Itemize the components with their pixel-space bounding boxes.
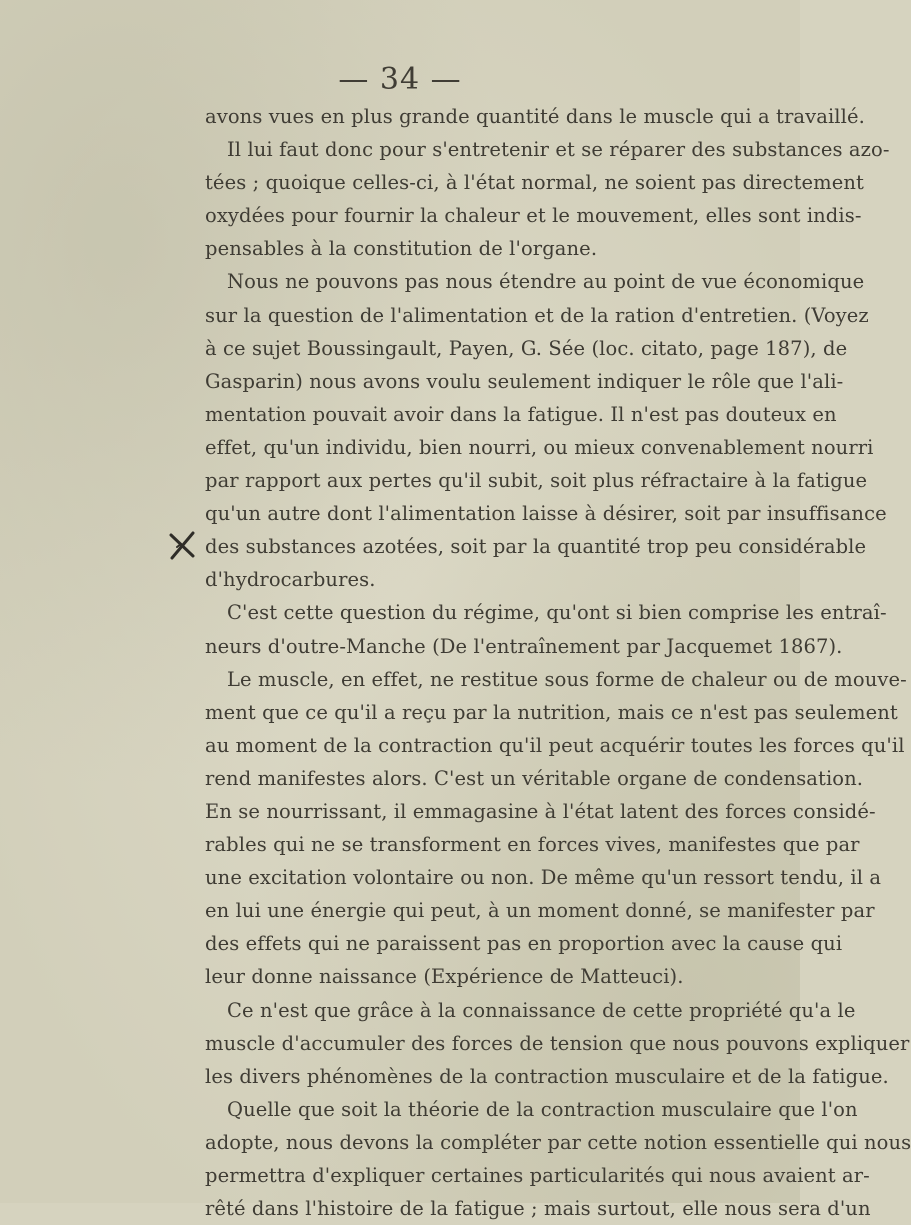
text-line: mentation pouvait avoir dans la fatigue. Il n'est pas douteux en: [205, 402, 837, 426]
text-line: Quelle que soit la théorie de la contraction musculaire que l'on: [227, 1097, 858, 1121]
text-line: d'hydrocarbures.: [205, 568, 376, 592]
text-line: en lui une énergie qui peut, à un moment donné, se manifester par: [205, 899, 875, 923]
text-line: par rapport aux pertes qu'il subit, soit plus réfractaire à la fatigue: [205, 469, 868, 493]
text-line: Gasparin) nous avons voulu seulement indiquer le rôle que l'ali-: [205, 369, 844, 393]
text-line: Nous ne pouvons pas nous étendre au point de vue économique: [227, 270, 865, 294]
text-line: au moment de la contraction qu'il peut acquérir toutes les forces qu'il: [205, 733, 905, 757]
text-line: permettra d'expliquer certaines particularités qui nous avaient ar-: [205, 1164, 870, 1187]
text-line: des effets qui ne paraissent pas en proportion avec la cause qui: [205, 932, 843, 956]
text-line: sur la question de l'alimentation et de la ration d'entretien. (Voyez: [205, 303, 869, 327]
text-line: Ce n'est que grâce à la connaissance de cette propriété qu'a le: [227, 998, 856, 1022]
text-line: des substances azotées, soit par la quantité trop peu considérable: [205, 535, 867, 559]
text-line: En se nourrissant, il emmagasine à l'état latent des forces considé-: [205, 799, 876, 823]
text-line: rables qui ne se transforment en forces vives, manifestes que par: [205, 833, 860, 857]
page-number: — 34 —: [338, 62, 462, 97]
text-line: effet, qu'un individu, bien nourri, ou mieux convenablement nourri: [205, 435, 874, 459]
text-line: rend manifestes alors. C'est un véritable organe de condensation.: [205, 766, 864, 790]
text-line: Il lui faut donc pour s'entretenir et se réparer des substances azo-: [227, 138, 890, 162]
text-line: à ce sujet Boussingault, Payen, G. Sée (loc. citato, page 187), de: [205, 336, 848, 360]
handwritten-cross-mark: [163, 525, 203, 565]
text-line: Le muscle, en effet, ne restitue sous forme de chaleur ou de mouve-: [227, 667, 907, 691]
text-line: une excitation volontaire ou non. De même qu'un ressort tendu, il a: [205, 866, 882, 890]
text-line: les divers phénomènes de la contraction musculaire et de la fatigue.: [205, 1064, 889, 1088]
text-line: tées ; quoique celles-ci, à l'état normal, ne soient pas directement: [205, 171, 864, 195]
text-line: leur donne naissance (Expérience de Matteuci).: [205, 965, 684, 989]
text-line: ment que ce qu'il a reçu par la nutrition, mais ce n'est pas seulement: [205, 700, 898, 724]
text-line: qu'un autre dont l'alimentation laisse à désirer, soit par insuffisance: [205, 502, 887, 526]
text-line: pensables à la constitution de l'organe.: [205, 237, 598, 261]
text-line: rêté dans l'histoire de la fatigue ; mais surtout, elle nous sera d'un: [205, 1197, 871, 1221]
text-line: C'est cette question du régime, qu'ont si bien comprise les entraî-: [227, 601, 887, 625]
text-line: oxydées pour fournir la chaleur et le mouvement, elles sont indis-: [205, 204, 862, 228]
body-text: [205, 100, 911, 1225]
text-line: muscle d'accumuler des forces de tension que nous pouvons expliquer: [205, 1031, 910, 1055]
text-line: avons vues en plus grande quantité dans le muscle qui a travaillé.: [205, 105, 865, 128]
text-line: adopte, nous devons la compléter par cette notion essentielle qui nous: [205, 1130, 911, 1154]
text-line: neurs d'outre-Manche (De l'entraînement par Jacquemet 1867).: [205, 634, 843, 658]
